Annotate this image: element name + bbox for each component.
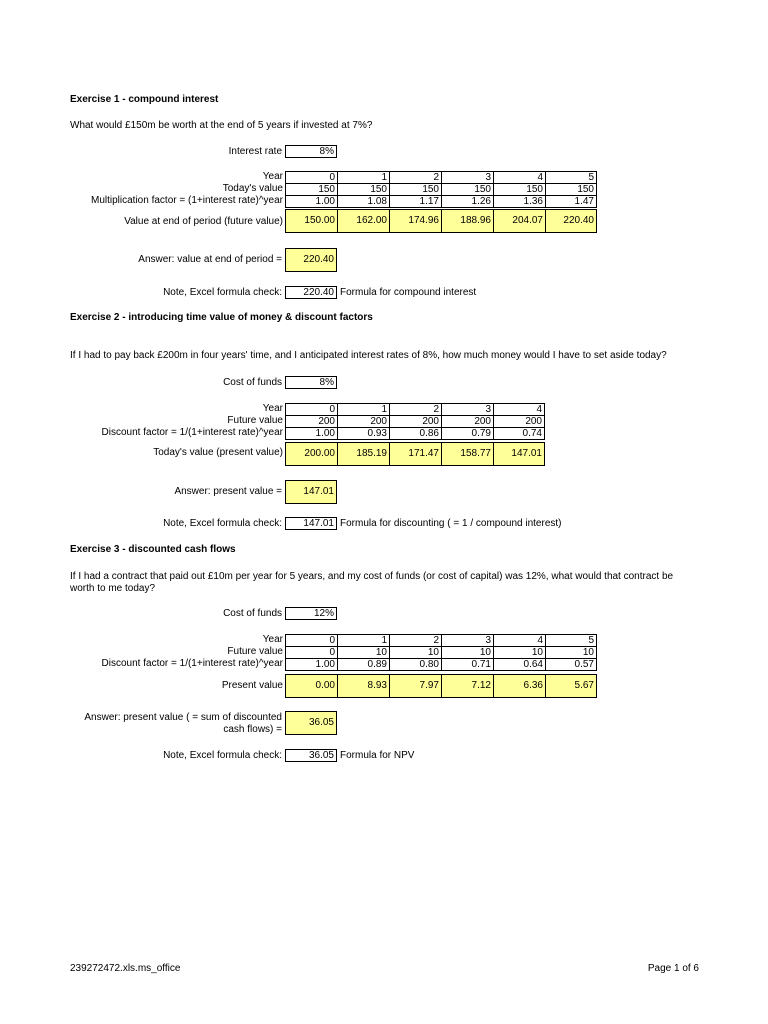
- ex2-cell-future-3[interactable]: 200: [441, 415, 493, 427]
- footer-page-number: Page 1 of 6: [647, 963, 699, 974]
- ex3-cell-factor-4[interactable]: 0.64: [493, 658, 545, 671]
- ex2-rate-label: Cost of funds: [223, 377, 282, 388]
- ex3-cell-result-5[interactable]: 5.67: [545, 674, 597, 698]
- ex1-rate-label: Interest rate: [228, 146, 282, 157]
- ex1-cell-today-2[interactable]: 150: [389, 183, 441, 195]
- ex1-cell-today-4[interactable]: 150: [493, 183, 545, 195]
- ex2-answer-label: Answer: present value =: [174, 486, 282, 497]
- ex2-check-label: Note, Excel formula check:: [163, 518, 282, 529]
- ex3-cell-result-3[interactable]: 7.12: [441, 674, 493, 698]
- ex1-cell-today-5[interactable]: 150: [545, 183, 597, 195]
- ex2-cell-year-3[interactable]: 3: [441, 403, 493, 415]
- ex3-answer-label-line1: Answer: present value ( = sum of discounted: [84, 712, 282, 723]
- ex1-cell-year-3[interactable]: 3: [441, 171, 493, 183]
- ex2-cell-future-2[interactable]: 200: [389, 415, 441, 427]
- ex1-cell-result-5[interactable]: 220.40: [545, 209, 597, 233]
- ex2-cell-factor-0[interactable]: 1.00: [285, 427, 337, 440]
- ex3-cell-future-4[interactable]: 10: [493, 646, 545, 658]
- ex1-row-label-result: Value at end of period (future value): [124, 216, 283, 227]
- ex1-cell-result-1[interactable]: 162.00: [337, 209, 389, 233]
- ex2-answer-cell[interactable]: 147.01: [285, 480, 337, 504]
- ex3-cell-future-0[interactable]: 0: [285, 646, 337, 658]
- ex2-cell-result-4[interactable]: 147.01: [493, 442, 545, 466]
- ex3-cell-factor-5[interactable]: 0.57: [545, 658, 597, 671]
- ex3-cell-year-1[interactable]: 1: [337, 634, 389, 646]
- ex1-cell-today-3[interactable]: 150: [441, 183, 493, 195]
- ex3-cell-result-2[interactable]: 7.97: [389, 674, 441, 698]
- ex2-cell-future-1[interactable]: 200: [337, 415, 389, 427]
- ex1-answer-cell[interactable]: 220.40: [285, 248, 337, 272]
- ex1-cell-result-4[interactable]: 204.07: [493, 209, 545, 233]
- ex3-cell-year-2[interactable]: 2: [389, 634, 441, 646]
- ex2-cell-future-4[interactable]: 200: [493, 415, 545, 427]
- ex3-cell-factor-3[interactable]: 0.71: [441, 658, 493, 671]
- ex3-rate-cell[interactable]: 12%: [285, 607, 337, 620]
- ex3-cell-factor-0[interactable]: 1.00: [285, 658, 337, 671]
- ex2-cell-factor-3[interactable]: 0.79: [441, 427, 493, 440]
- ex3-answer-label-line2: cash flows) =: [223, 724, 282, 735]
- ex1-answer-label: Answer: value at end of period =: [138, 254, 282, 265]
- exercise-2-question: If I had to pay back £200m in four years' time, and I anticipated interest rates of 8%, how much money would I have to set aside today?: [70, 350, 667, 361]
- ex2-cell-year-1[interactable]: 1: [337, 403, 389, 415]
- ex3-check-note: Formula for NPV: [340, 750, 415, 761]
- ex1-cell-year-4[interactable]: 4: [493, 171, 545, 183]
- ex2-cell-year-0[interactable]: 0: [285, 403, 337, 415]
- ex2-row-label-future: Future value: [227, 415, 283, 426]
- ex3-check-label: Note, Excel formula check:: [163, 750, 282, 761]
- ex1-rate-cell[interactable]: 8%: [285, 145, 337, 158]
- ex3-answer-cell[interactable]: 36.05: [285, 711, 337, 735]
- exercise-2-title: Exercise 2 - introducing time value of money & discount factors: [70, 312, 373, 323]
- ex1-cell-factor-5[interactable]: 1.47: [545, 195, 597, 208]
- ex1-cell-factor-3[interactable]: 1.26: [441, 195, 493, 208]
- ex3-check-cell[interactable]: 36.05: [285, 749, 337, 762]
- ex3-cell-future-2[interactable]: 10: [389, 646, 441, 658]
- ex2-cell-result-0[interactable]: 200.00: [285, 442, 337, 466]
- ex2-cell-factor-2[interactable]: 0.86: [389, 427, 441, 440]
- ex1-row-label-today: Today's value: [222, 183, 283, 194]
- ex2-check-note: Formula for discounting ( = 1 / compound interest): [340, 518, 562, 529]
- ex1-cell-year-0[interactable]: 0: [285, 171, 337, 183]
- ex2-check-cell[interactable]: 147.01: [285, 517, 337, 530]
- footer-filename: 239272472.xls.ms_office: [70, 963, 181, 974]
- ex3-row-label-result: Present value: [221, 680, 283, 691]
- ex3-rate-label: Cost of funds: [223, 608, 282, 619]
- ex2-rate-cell[interactable]: 8%: [285, 376, 337, 389]
- ex2-cell-factor-4[interactable]: 0.74: [493, 427, 545, 440]
- ex1-cell-year-2[interactable]: 2: [389, 171, 441, 183]
- ex3-cell-factor-1[interactable]: 0.89: [337, 658, 389, 671]
- ex3-cell-result-4[interactable]: 6.36: [493, 674, 545, 698]
- exercise-3-title: Exercise 3 - discounted cash flows: [70, 544, 236, 555]
- ex3-cell-future-1[interactable]: 10: [337, 646, 389, 658]
- ex3-cell-factor-2[interactable]: 0.80: [389, 658, 441, 671]
- ex1-row-label-year: Year: [262, 171, 283, 182]
- ex1-cell-result-2[interactable]: 174.96: [389, 209, 441, 233]
- ex1-cell-today-0[interactable]: 150: [285, 183, 337, 195]
- ex2-cell-result-2[interactable]: 171.47: [389, 442, 441, 466]
- ex3-cell-result-0[interactable]: 0.00: [285, 674, 337, 698]
- ex3-cell-future-5[interactable]: 10: [545, 646, 597, 658]
- ex2-cell-year-4[interactable]: 4: [493, 403, 545, 415]
- ex1-cell-factor-4[interactable]: 1.36: [493, 195, 545, 208]
- ex2-cell-factor-1[interactable]: 0.93: [337, 427, 389, 440]
- ex1-cell-year-5[interactable]: 5: [545, 171, 597, 183]
- ex3-row-label-future: Future value: [227, 646, 283, 657]
- exercise-3-question-line1: If I had a contract that paid out £10m per year for 5 years, and my cost of funds (or cost of capital) was 12%, what would that contract be: [70, 571, 674, 582]
- ex3-cell-year-4[interactable]: 4: [493, 634, 545, 646]
- ex1-check-label: Note, Excel formula check:: [163, 287, 282, 298]
- ex2-cell-result-3[interactable]: 158.77: [441, 442, 493, 466]
- ex1-cell-factor-0[interactable]: 1.00: [285, 195, 337, 208]
- ex2-row-label-year: Year: [262, 403, 283, 414]
- exercise-3-question-line2: worth to me today?: [70, 583, 156, 594]
- ex1-row-label-factor: Multiplication factor = (1+interest rate)^year: [91, 195, 283, 206]
- ex3-cell-result-1[interactable]: 8.93: [337, 674, 389, 698]
- ex1-cell-factor-2[interactable]: 1.17: [389, 195, 441, 208]
- ex1-cell-result-0[interactable]: 150.00: [285, 209, 337, 233]
- ex2-row-label-result: Today's value (present value): [153, 447, 283, 458]
- ex1-cell-factor-1[interactable]: 1.08: [337, 195, 389, 208]
- ex3-cell-year-0[interactable]: 0: [285, 634, 337, 646]
- ex1-check-note: Formula for compound interest: [340, 287, 477, 298]
- ex3-cell-year-5[interactable]: 5: [545, 634, 597, 646]
- ex2-cell-year-2[interactable]: 2: [389, 403, 441, 415]
- ex1-cell-result-3[interactable]: 188.96: [441, 209, 493, 233]
- ex1-cell-today-1[interactable]: 150: [337, 183, 389, 195]
- ex2-cell-result-1[interactable]: 185.19: [337, 442, 389, 466]
- ex3-cell-year-3[interactable]: 3: [441, 634, 493, 646]
- ex2-cell-future-0[interactable]: 200: [285, 415, 337, 427]
- ex3-row-label-factor: Discount factor = 1/(1+interest rate)^year: [101, 658, 283, 669]
- ex2-row-label-factor: Discount factor = 1/(1+interest rate)^year: [101, 427, 283, 438]
- ex1-check-cell[interactable]: 220.40: [285, 286, 337, 299]
- exercise-1-question: What would £150m be worth at the end of 5 years if invested at 7%?: [70, 120, 373, 131]
- ex1-cell-year-1[interactable]: 1: [337, 171, 389, 183]
- ex3-row-label-year: Year: [262, 634, 283, 645]
- exercise-1-title: Exercise 1 - compound interest: [70, 94, 219, 105]
- ex3-cell-future-3[interactable]: 10: [441, 646, 493, 658]
